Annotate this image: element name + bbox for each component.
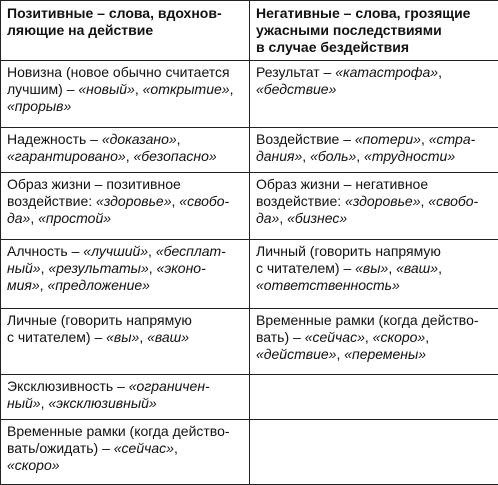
cell-text: , <box>421 131 429 147</box>
cell-line <box>7 457 244 474</box>
cell-text: Эксклюзивность – <box>7 378 129 394</box>
example-word: «новый» <box>78 81 134 97</box>
cell-line <box>256 176 493 193</box>
example-word: «бизнес» <box>287 210 347 226</box>
example-word: «стра- <box>429 131 476 147</box>
header-positive-line: Позитивные – слова, вдохнов- <box>7 5 244 22</box>
example-word: «гарантировано» <box>7 148 126 164</box>
example-word: да» <box>256 210 279 226</box>
cell-line <box>7 210 244 227</box>
example-word: «здоровье» <box>96 193 171 209</box>
positive-cell <box>1 128 250 173</box>
cell-text: , <box>365 329 373 345</box>
cell-line <box>256 81 493 98</box>
cell-line <box>256 260 493 277</box>
cell-line <box>256 277 493 294</box>
cell-text: , <box>356 148 364 164</box>
cell-line <box>256 210 493 227</box>
cell-line <box>7 131 244 148</box>
table-row <box>1 420 498 485</box>
cell-text: , <box>438 260 442 276</box>
header-negative <box>250 1 498 61</box>
cell-line <box>7 312 244 329</box>
cell-text: лучшим) – <box>7 81 78 97</box>
cell-line <box>7 329 244 346</box>
cell-line <box>7 277 244 294</box>
cell-text: , <box>40 277 48 293</box>
example-word: «доказано» <box>102 131 177 147</box>
example-word: ный» <box>7 260 41 276</box>
example-word: «перемены» <box>344 346 426 362</box>
cell-text: , <box>41 260 49 276</box>
example-word: «сейчас» <box>305 329 365 345</box>
cell-text: Воздействие – <box>256 131 355 147</box>
example-word: «эксклюзивный» <box>48 395 156 411</box>
positive-cell <box>1 61 250 128</box>
cell-line <box>7 395 244 412</box>
negative-cell <box>250 309 498 375</box>
cell-text: Временные рамки (когда действо- <box>256 312 479 328</box>
example-word: «потери» <box>355 131 421 147</box>
cell-text: , <box>148 243 156 259</box>
header-positive <box>1 1 250 61</box>
example-word: «скоро» <box>7 457 60 473</box>
example-word: «боль» <box>310 148 356 164</box>
header-negative-line: ужасными последствиями <box>256 22 493 39</box>
cell-text: Личный (говорить напрямую <box>256 243 441 259</box>
cell-line <box>7 440 244 457</box>
table-row <box>1 309 498 375</box>
cell-line <box>256 243 493 260</box>
cell-line <box>256 131 493 148</box>
cell-text: , <box>177 131 181 147</box>
cell-text: , <box>41 395 49 411</box>
example-word: ный» <box>7 395 41 411</box>
cell-text: , <box>302 148 310 164</box>
example-word: «ваш» <box>147 329 189 345</box>
cell-text: Личные (говорить напрямую <box>7 312 192 328</box>
cell-line <box>7 98 244 115</box>
positive-cell <box>1 375 250 420</box>
positive-cell <box>1 173 250 240</box>
cell-line <box>7 64 244 81</box>
cell-text: Результат – <box>256 64 335 80</box>
cell-line <box>7 193 244 210</box>
cell-text: , <box>135 81 143 97</box>
header-row <box>1 1 498 61</box>
cell-text: Образ жизни – негативное <box>256 176 428 192</box>
positive-cell <box>1 420 250 485</box>
example-word: «сейчас» <box>114 440 174 456</box>
cell-text: , <box>336 346 344 362</box>
example-word: «бедствие» <box>256 81 336 97</box>
table-row <box>1 375 498 420</box>
cell-line <box>256 148 493 165</box>
cell-line <box>256 312 493 329</box>
example-word: «предложение» <box>47 277 150 293</box>
example-word: «результаты» <box>48 260 148 276</box>
cell-line <box>256 329 493 346</box>
example-word: «открытие» <box>143 81 230 97</box>
cell-text: , <box>149 260 157 276</box>
example-word: «простой» <box>38 210 111 226</box>
cell-text: Временные рамки (когда действо- <box>7 423 230 439</box>
cell-text: Новизна (новое обычно считается <box>7 64 230 80</box>
table-row <box>1 128 498 173</box>
cell-text: , <box>139 329 147 345</box>
positive-cell <box>1 309 250 375</box>
cell-line <box>7 81 244 98</box>
cell-text: вать/ожидать) – <box>7 440 114 456</box>
table-row <box>1 173 498 240</box>
cell-line <box>256 64 493 81</box>
cell-text: , <box>172 193 180 209</box>
example-word: «действие» <box>256 346 336 362</box>
negative-cell <box>250 240 498 309</box>
example-word: «лучший» <box>83 243 148 259</box>
cell-text: Образ жизни – позитивное <box>7 176 181 192</box>
cell-text: Алчность – <box>7 243 83 259</box>
header-positive-line: ляющие на действие <box>7 22 244 39</box>
example-word: мия» <box>7 277 40 293</box>
cell-text: воздействие: <box>7 193 96 209</box>
cell-text: , <box>421 193 429 209</box>
cell-text: Надежность – <box>7 131 102 147</box>
example-word: «ответственность» <box>256 277 400 293</box>
example-word: «эконо- <box>157 260 206 276</box>
example-word: «ваш» <box>396 260 438 276</box>
example-word: да» <box>7 210 30 226</box>
cell-line <box>256 346 493 363</box>
cell-text: , <box>388 260 396 276</box>
negative-cell-empty <box>250 375 498 420</box>
negative-cell <box>250 128 498 173</box>
example-word: «катастрофа» <box>335 64 438 80</box>
example-word: дания» <box>256 148 302 164</box>
example-word: «трудности» <box>364 148 455 164</box>
negative-cell <box>250 61 498 128</box>
example-word: «свобо- <box>179 193 229 209</box>
example-word: «безопасно» <box>133 148 216 164</box>
cell-text: , <box>425 329 429 345</box>
example-word: «свобо- <box>428 193 478 209</box>
cell-text: , <box>126 148 134 164</box>
cell-text: с читателем) – <box>7 329 106 345</box>
cell-line <box>7 260 244 277</box>
example-word: «бесплат- <box>156 243 226 259</box>
cell-line <box>256 193 493 210</box>
example-word: «скоро» <box>373 329 426 345</box>
table-row <box>1 240 498 309</box>
cell-text: , <box>279 210 287 226</box>
cell-line <box>7 243 244 260</box>
cell-text: вать) – <box>256 329 305 345</box>
cell-text: , <box>230 81 234 97</box>
cell-text: , <box>30 210 38 226</box>
table-row <box>1 61 498 128</box>
example-word: «ограничен- <box>129 378 210 394</box>
cell-line <box>7 176 244 193</box>
cell-line <box>7 148 244 165</box>
cell-line <box>7 423 244 440</box>
cell-line <box>7 378 244 395</box>
header-negative-line: в случае бездействия <box>256 39 493 56</box>
positive-cell <box>1 240 250 309</box>
negative-cell-empty <box>250 420 498 485</box>
example-word: «здоровье» <box>345 193 420 209</box>
negative-cell <box>250 173 498 240</box>
cell-text: с читателем) – <box>256 260 355 276</box>
header-negative-line: Негативные – слова, грозящие <box>256 5 493 22</box>
example-word: «вы» <box>106 329 139 345</box>
cell-text: , <box>438 64 442 80</box>
cell-text: воздействие: <box>256 193 345 209</box>
cell-text: , <box>174 440 178 456</box>
example-word: «прорыв» <box>7 98 71 114</box>
example-word: «вы» <box>355 260 388 276</box>
